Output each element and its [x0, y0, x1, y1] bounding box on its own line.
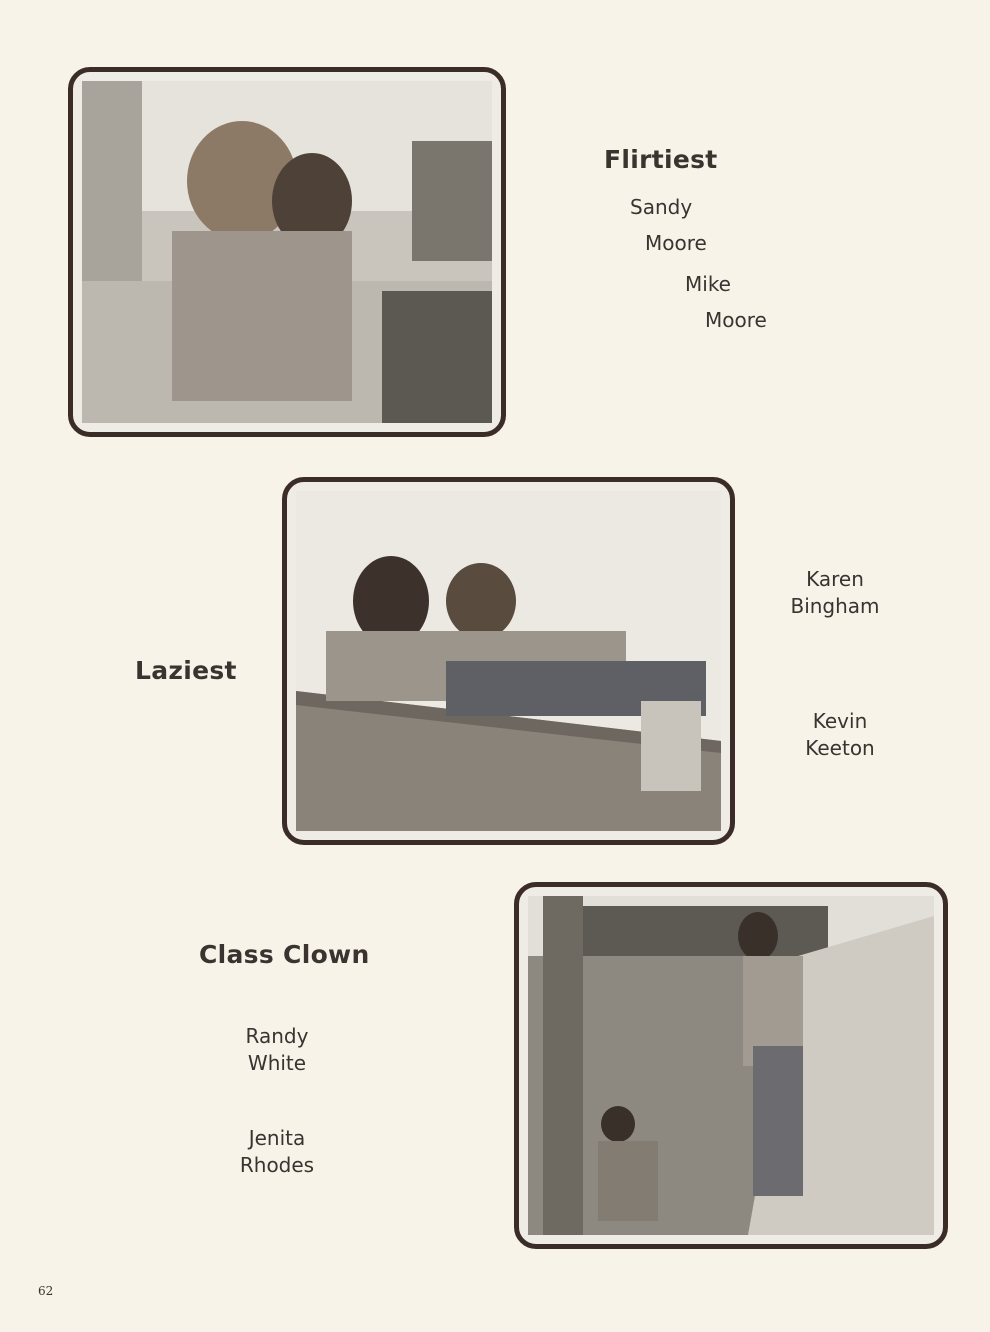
name-line: Bingham — [790, 594, 880, 618]
name-line: Keeton — [805, 736, 875, 760]
section-title-class-clown: Class Clown — [199, 940, 370, 969]
photo-flirtiest — [82, 81, 492, 423]
section-title-laziest: Laziest — [135, 656, 237, 685]
name-line: Karen — [806, 567, 864, 591]
photo-class-clown — [528, 896, 934, 1235]
photo-frame-class-clown — [514, 882, 948, 1249]
name-line: Jenita — [248, 1126, 306, 1150]
page-number: 62 — [38, 1284, 54, 1298]
name-line: Mike — [685, 272, 731, 296]
name-line: Moore — [705, 308, 767, 332]
name-line: Rhodes — [239, 1153, 315, 1177]
section-title-flirtiest: Flirtiest — [604, 145, 718, 174]
name-line: Sandy — [630, 195, 693, 219]
photo-laziest — [296, 491, 721, 831]
name-line: Randy — [245, 1024, 309, 1048]
name-line: White — [247, 1051, 307, 1075]
name-line: Moore — [645, 231, 707, 255]
photo-frame-laziest — [282, 477, 735, 845]
name-line: Kevin — [812, 709, 868, 733]
photo-frame-flirtiest — [68, 67, 506, 437]
